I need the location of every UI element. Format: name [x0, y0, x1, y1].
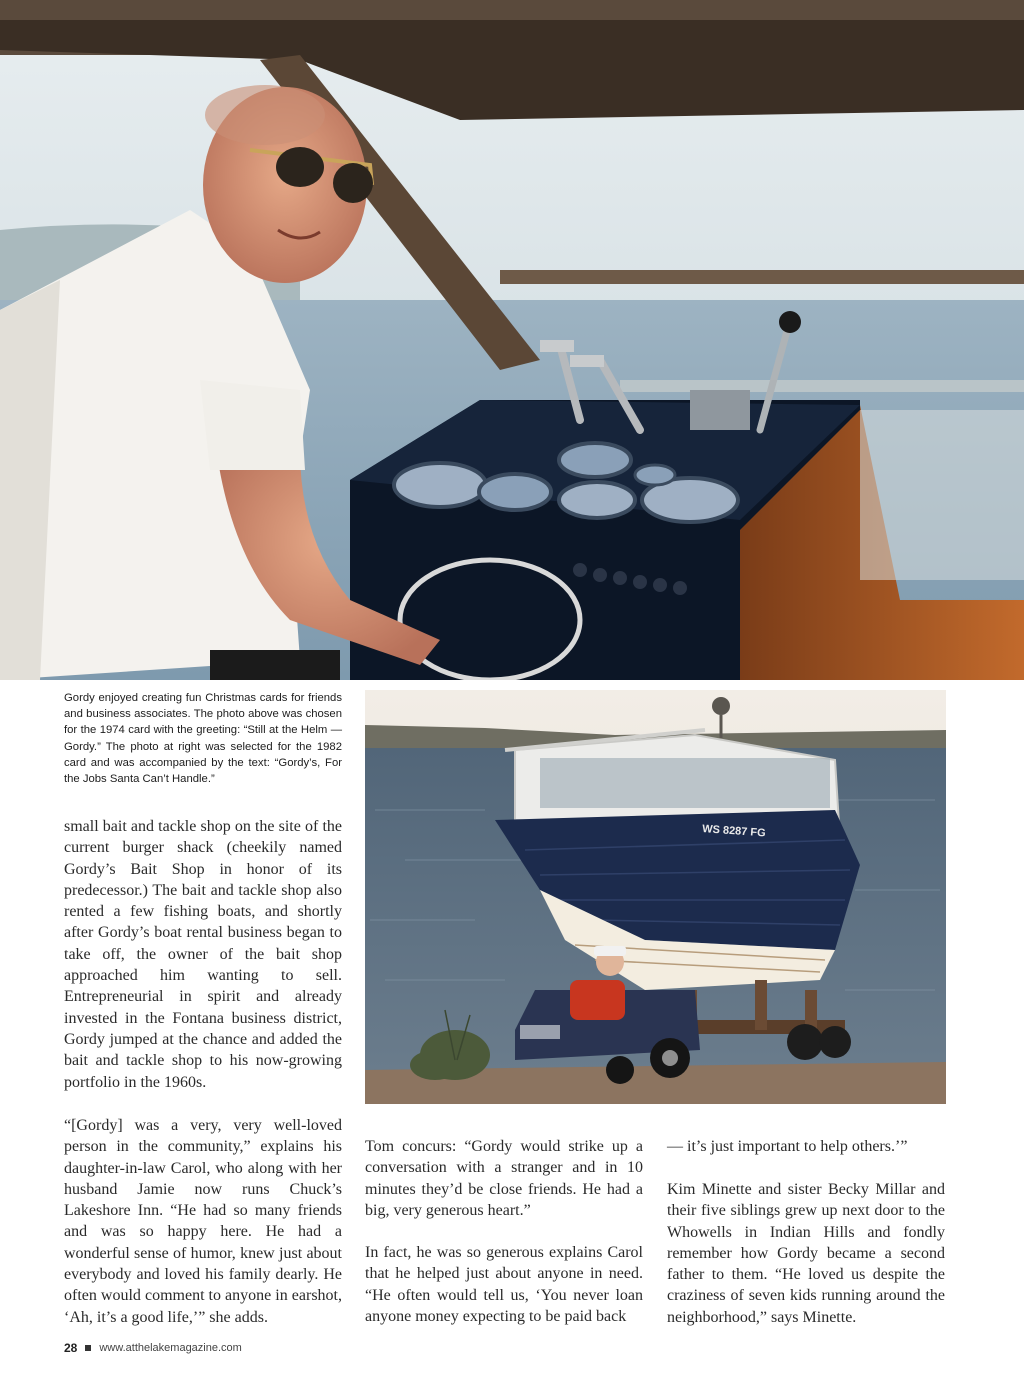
article-paragraph-col1-1: small bait and tackle shop on the site of the current burger shack (cheekily named Gordy’s Bait Shop in honor of its predecessor.) The bait and tackle shop also rented a few fishing boats, and shortly after Gordy’s boat rental business began to take off, the owner of the bait shop approached him wanting to sell. Entrepreneurial in spirit and already invested in the Fontana business district, Gordy jumped at the chance and added the bait and tackle shop to his now-growing portfolio in the 1960s.	[64, 818, 342, 1091]
article-paragraph-col3-2: Kim Minette and sister Becky Millar and their five siblings grew up next door to the Whowells in Indian Hills and fondly remember how Gordy became a second father to them. “He loved us despite the craziness of seven kids running around the neighborhood,” says Minette.	[667, 1181, 945, 1326]
article-paragraph-col2-2: In fact, he was so generous explains Carol that he helped just about anyone in need. “He often would tell us, ‘You never loan anyone money expecting to be paid back	[365, 1244, 643, 1325]
article-paragraph-col1-2: “[Gordy] was a very, very well-loved person in the community,” explains his daughter-in-law Carol, who along with her husband Jamie now runs Chuck’s Lakeshore Inn. “He had so many friends and was so happy here. He had a wonderful sense of humor, knew just about everybody and loved his family dearly. He often would comment to anyone in earshot, ‘Ah, it’s a good life,’” she adds.	[64, 1117, 342, 1326]
article-paragraph-col2-1: Tom concurs: “Gordy would strike up a conversation with a stranger and in 10 minutes they’d be close friends. He had a big, very generous heart.”	[365, 1138, 643, 1219]
article-paragraph-col3-1: — it’s just important to help others.’”	[667, 1138, 908, 1155]
inset-photo-illustration	[365, 690, 946, 1104]
footer-bullet-icon	[85, 1345, 91, 1351]
inset-photo	[365, 690, 946, 1104]
page-footer	[64, 1341, 242, 1355]
footer-url[interactable]: www.atthelakemagazine.com	[99, 1342, 242, 1354]
photo-caption: Gordy enjoyed creating fun Christmas cards for friends and business associates. The photo above was chosen for the 1974 card with the greeting: “Still at the Helm — Gordy.” The photo at right was selected for the 1982 card and was accompanied by the text: “Gordy’s, For the Jobs Santa Can’t Handle.”	[64, 692, 342, 786]
boat-registration: WS 8287 FG	[701, 823, 767, 840]
page-number: 28	[64, 1341, 78, 1355]
top-photo	[0, 0, 1024, 680]
top-photo-illustration	[0, 0, 1024, 680]
